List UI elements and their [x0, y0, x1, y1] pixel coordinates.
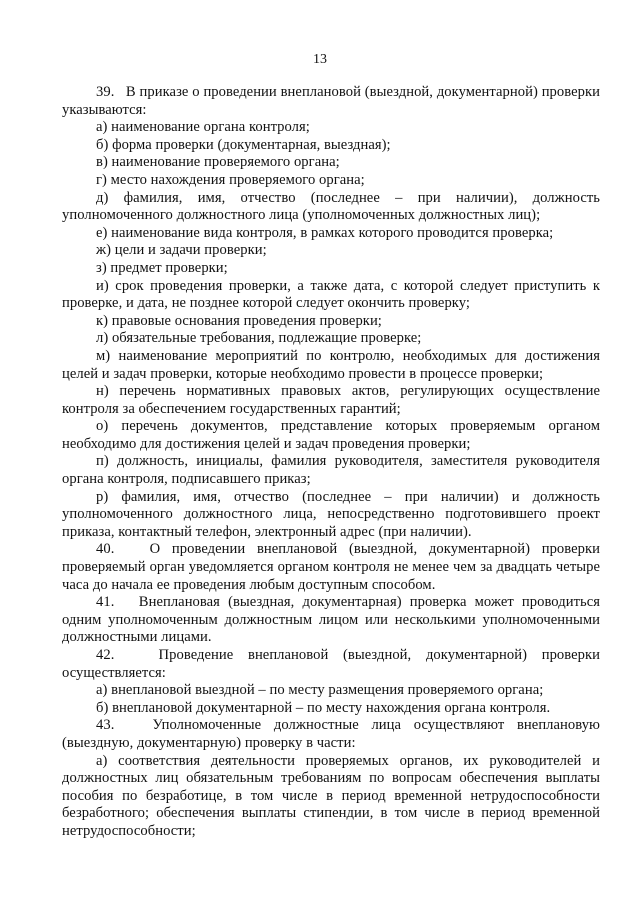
paragraph-42-intro: 42. Проведение внеплановой (выездной, документарной) проверки осуществляется: — [62, 647, 600, 681]
document-body — [62, 84, 600, 841]
list-item-a: а) наименование органа контроля; — [96, 119, 310, 136]
list-item-43-a: а) соответствия деятельности проверяемых органов, их руководителей и должностных лиц обязательным требованиям по вопросам обеспечения выплаты пособия по безработице, в том числе в период временной нетрудоспособности безработного; обеспечения выплаты стипендии, в том числе в период временной нетрудоспособности; — [62, 752, 600, 839]
paragraph-40: 40. О проведении внеплановой (выездной, документарной) проверки проверяемый орган уведомляется органом контроля не менее чем за двадцать четыре часа до начала ее проведения любым доступным способом. — [62, 541, 600, 593]
paragraph-43-intro: 43. Уполномоченные должностные лица осуществляют внеплановую (выездную, документарную) проверку в части: — [62, 717, 600, 751]
list-item-v: в) наименование проверяемого органа; — [96, 154, 340, 171]
list-item-42-a: а) внеплановой выездной – по месту размещения проверяемого органа; — [96, 682, 544, 699]
list-item-d: д) фамилия, имя, отчество (последнее – при наличии), должность уполномоченного должностного лица (уполномоченных должностных лиц); — [62, 189, 600, 224]
list-item-o: о) перечень документов, представление которых проверяемым органом необходимо для достижения целей и задач проведения проверки; — [62, 418, 600, 452]
list-item-i: и) срок проведения проверки, а также дата, с которой следует приступить к проверке, и дата, не позднее которой следует окончить проверку; — [62, 277, 600, 312]
list-item-p: п) должность, инициалы, фамилия руководителя, заместителя руководителя органа контроля, подписавшего приказ; — [62, 453, 600, 488]
list-item-r: р) фамилия, имя, отчество (последнее – при наличии) и должность уполномоченного должностного лица, непосредственно подготовившего проект приказа, контактный телефон, электронный адрес (при наличии). — [62, 488, 600, 540]
list-item-m: м) наименование мероприятий по контролю, необходимых для достижения целей и задач проверки, которые необходимо провести в процессе проверки; — [62, 347, 600, 382]
list-item-l: л) обязательные требования, подлежащие проверке; — [96, 330, 422, 347]
paragraph-41: 41. Внеплановая (выездная, документарная) проверка может проводиться одним уполномоченным должностным лицом или несколькими уполномоченными должностными лицами. — [62, 594, 600, 646]
list-item-n: н) перечень нормативных правовых актов, регулирующих осуществление контроля за обеспечением государственных гарантий; — [62, 383, 600, 417]
list-item-b: б) форма проверки (документарная, выездная); — [96, 136, 391, 153]
page-number: 13 — [313, 52, 327, 67]
list-item-g: г) место нахождения проверяемого органа; — [96, 171, 365, 188]
list-item-zh: ж) цели и задачи проверки; — [96, 242, 267, 259]
list-item-k: к) правовые основания проведения проверки; — [96, 312, 382, 329]
list-item-42-b: б) внеплановой документарной – по месту нахождения органа контроля. — [96, 699, 551, 716]
paragraph-39-intro: 39. В приказе о проведении внеплановой (выездной, документарной) проверки указываются: — [62, 84, 600, 118]
list-item-e: е) наименование вида контроля, в рамках которого проводится проверка; — [96, 224, 554, 241]
list-item-z: з) предмет проверки; — [96, 259, 228, 276]
